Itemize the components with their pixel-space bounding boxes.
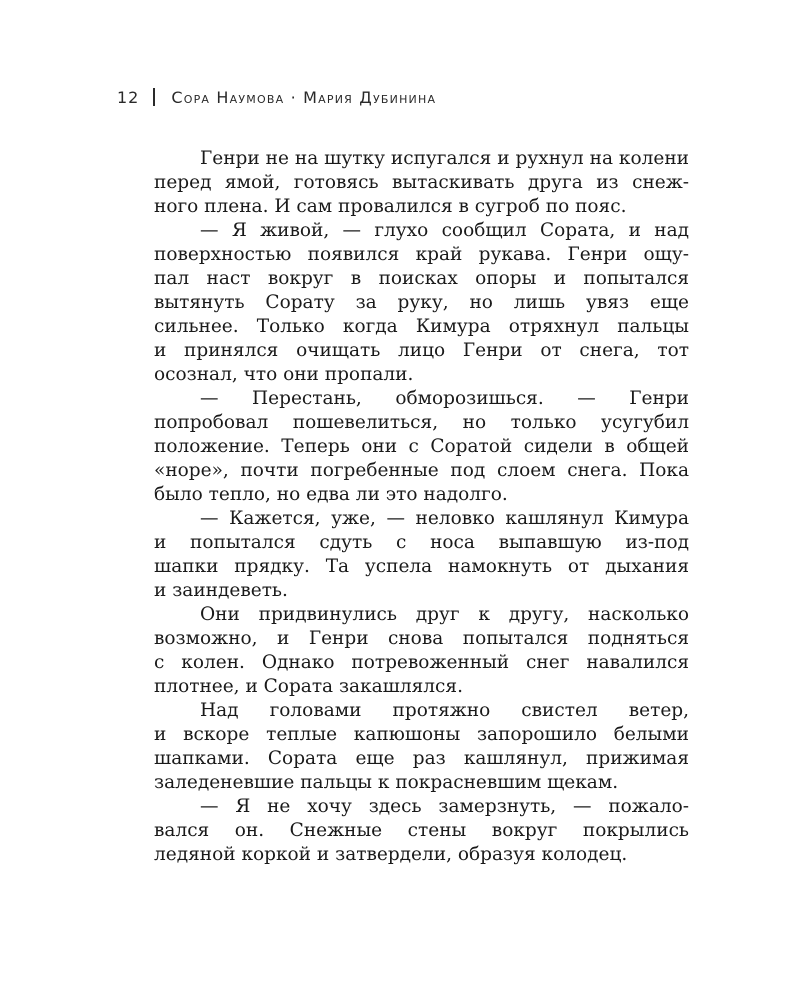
- text-line: сильнее. Только когда Кимура отряхнул пальцы: [154, 316, 689, 337]
- text-line: — Кажется, уже, — неловко кашлянул Кимура: [200, 508, 689, 529]
- text-line: — Перестань, обморозишься. — Генри: [200, 388, 689, 409]
- paragraph: [154, 507, 689, 603]
- text-line: вытянуть Сорату за руку, но лишь увяз еще: [154, 292, 689, 313]
- text-line: «норе», почти погребенные под слоем снега. Пока: [154, 460, 689, 481]
- text-line: и заиндеветь.: [154, 580, 288, 601]
- text-line: — Я не хочу здесь замерзнуть, — пожало-: [200, 796, 689, 817]
- paragraph: [154, 147, 689, 219]
- text-line: ного плена. И сам провалился в сугроб по пояс.: [154, 196, 627, 217]
- text-line: шапками. Сората еще раз кашлянул, прижимая: [154, 748, 689, 769]
- text-line: и принялся очищать лицо Генри от снега, тот: [154, 340, 689, 361]
- text-line: с колен. Однако потревоженный снег навалился: [154, 652, 689, 673]
- text-line: ледяной коркой и затвердели, образуя колодец.: [154, 844, 628, 865]
- text-line: — Я живой, — глухо сообщил Сората, и над: [200, 220, 689, 241]
- text-line: было тепло, но едва ли это надолго.: [154, 484, 508, 505]
- text-line: и попытался сдуть с носа выпавшую из-под: [154, 532, 689, 553]
- text-line: осознал, что они пропали.: [154, 364, 414, 385]
- text-line: Над головами протяжно свистел ветер,: [200, 700, 689, 721]
- text-line: Генри не на шутку испугался и рухнул на колени: [200, 148, 689, 169]
- text-line: и вскоре теплые капюшоны запорошило белыми: [154, 724, 689, 745]
- text-line: заледеневшие пальцы к покрасневшим щекам.: [154, 772, 619, 793]
- text-line: попробовал пошевелиться, но только усугубил: [154, 412, 689, 433]
- text-line: Они придвинулись друг к другу, насколько: [200, 604, 689, 625]
- paragraph: [154, 795, 689, 867]
- text-line: шапки прядку. Та успела намокнуть от дыхания: [154, 556, 689, 577]
- text-line: положение. Теперь они с Соратой сидели в общей: [154, 436, 689, 457]
- paragraph: [154, 699, 689, 795]
- text-line: вался он. Снежные стены вокруг покрылись: [154, 820, 689, 841]
- paragraph: [154, 603, 689, 699]
- body-text: [154, 147, 689, 867]
- book-authors: Сора Наумова · Мария Дубинина: [171, 87, 437, 107]
- text-line: плотнее, и Сората закашлялся.: [154, 676, 463, 697]
- paragraph: [154, 387, 689, 507]
- text-line: пал наст вокруг в поисках опоры и попытался: [154, 268, 689, 289]
- running-head: [117, 84, 436, 110]
- text-line: поверхностью появился край рукава. Генри ощу-: [154, 244, 689, 265]
- header-divider: [153, 88, 155, 106]
- page-number: 12: [117, 87, 140, 107]
- text-line: возможно, и Генри снова попытался подняться: [154, 628, 689, 649]
- paragraph: [154, 219, 689, 387]
- text-line: перед ямой, готовясь вытаскивать друга из снеж-: [154, 172, 689, 193]
